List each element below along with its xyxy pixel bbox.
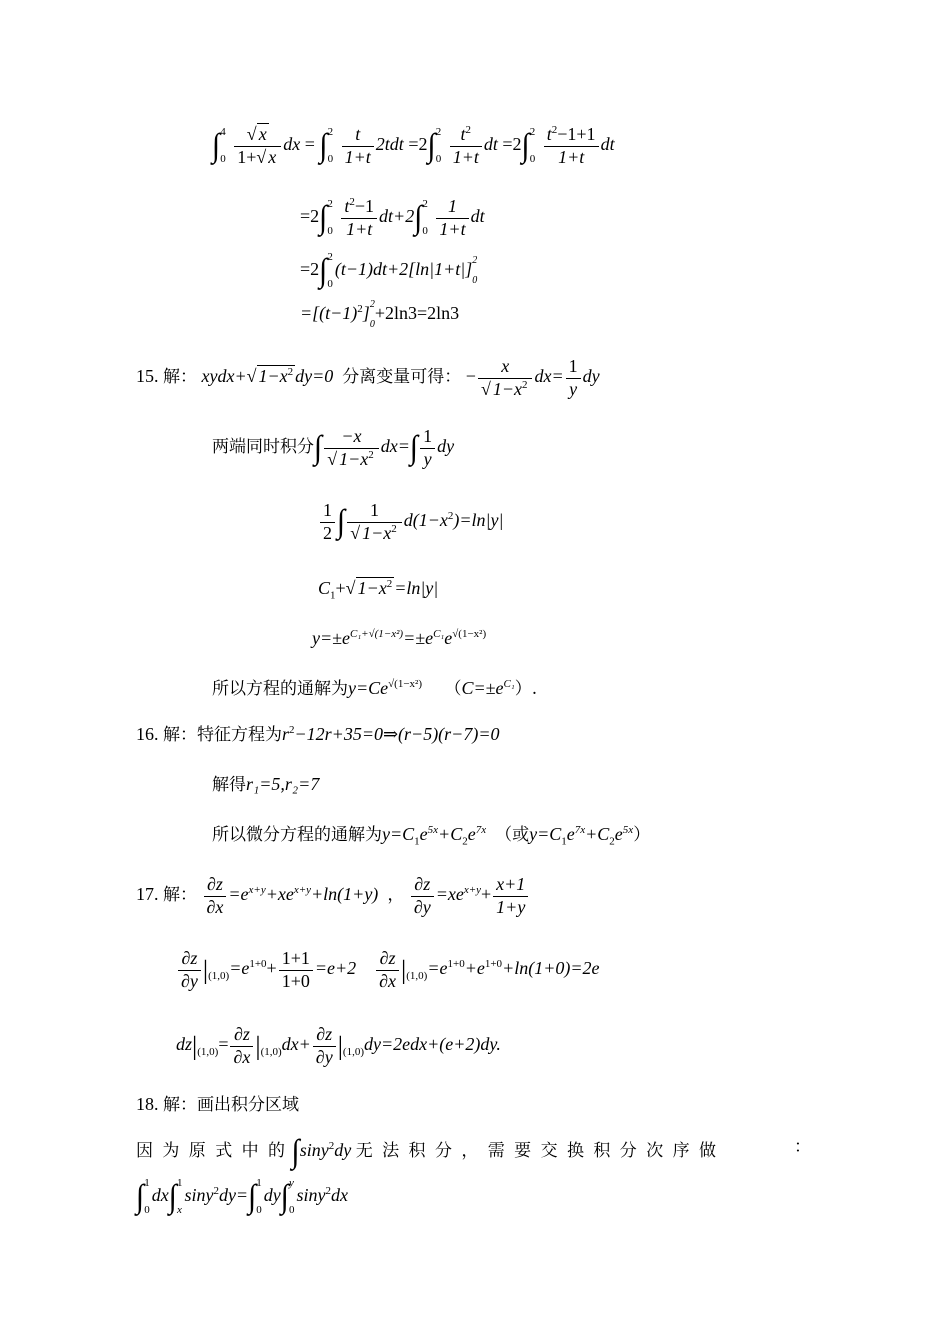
p15-line-1: 15. 解： xydx+√ $1-x^2$ dy=0 分离变量可得： − $\frac{x}{√ 1-x^2}$ dx= $\frac{1}{y}$ dy	[136, 356, 600, 399]
p14-line-1: ∫ 4 0 $\frac{√ x}{1+√ x}$ dx = ∫ 2 0 $\frac{t}{1+t}$ 2tdt =2∫ 2 0 $\frac{t^2}{1+t}$ dt =2∫ 2 0 $\frac{t^2-1+1}{1+t}$ dt	[212, 124, 615, 167]
fraction: $\frac{\partial z}{\partial y}$	[411, 874, 434, 918]
p14-line-2: =2∫ 2 0 $\frac{t^2-1}{1+t}$ dt+2∫ 2 0 $\frac{1}{1+t}$ dt	[300, 196, 485, 239]
fraction: $\frac{\partial z}{\partial y}$	[313, 1024, 336, 1068]
p14-line-4: $=[(t-1)^2]$ 2 0 +2ln3=2ln3	[300, 299, 460, 330]
fraction: $\frac{\partial z}{\partial x}$	[376, 948, 399, 992]
fraction: $\frac{x}{√ 1-x^2}$	[478, 356, 533, 400]
fraction: $\frac{\partial z}{\partial x}$	[204, 874, 227, 918]
p15-line-6: 所以方程的通解为$y=Ce^{√(1-x^2)}$ $(C=\pm e^{C_1})$.	[212, 678, 538, 699]
p17-line-2: $\frac{\partial z}{\partial y}$ $|_{(1,0)}=e^{1+0}+$ $\frac{1+1}{1+0}$ =e+2 $\frac{\partial z}{\partial x}$ $|_{(1,0)}=e^{1+0}+e^{1+0}+\ln(1+0)=2e$	[176, 948, 599, 992]
fraction: $\frac{t^2}{1+t}$	[450, 124, 482, 168]
p15-line-5: $y=\pm e^{C_1+√(1-x^2)}=\pm e^{C_1}e^{√(1-x^2)}$	[312, 628, 487, 648]
p16-line-1: 16. 解：特征方程为$r^2-12r+35=0\Rightarrow(r-5)(r-7)=0$	[136, 724, 500, 745]
p14-line-3: =2∫ 2 0 (t−1)dt+2[ln|1+t|] 2 0	[300, 251, 478, 290]
p18-colon: ：	[794, 1137, 811, 1157]
fraction: $\frac{x+1}{1+y}$	[493, 874, 528, 918]
p15-line-3: $\frac{1}{2}$ ∫ $\frac{1}{√ 1-x^2}$ $d(1-x^2)=\ln|y|$	[318, 500, 503, 544]
fraction: $\frac{1}{y}$	[420, 426, 435, 470]
p17-line-1: 17. 解： $\frac{\partial z}{\partial x}$ $=e^{x+y}+xe^{x+y}+\ln(1+y)$ ， $\frac{\partial z}{\partial y}$ $=xe^{x+y}+$ $\frac{x+1}{1+y}$	[136, 874, 530, 918]
p18-line-3: ∫ 1 0 dx∫ 1 x siny$^2$dy=∫ 1 0 dy∫ y 0 siny$^2$dx	[136, 1177, 349, 1216]
fraction: $\frac{1}{1+t}$	[436, 196, 468, 240]
p18-line-2: 因 为 原 式 中 的 ∫siny$^2$dy 无 法 积 分 ， 需 要 交 换 积 分 次 序 做	[136, 1133, 718, 1170]
fraction: $\frac{t^2-1}{1+t}$	[341, 196, 377, 240]
fraction: $\frac{√ x}{1+√ x}$	[234, 124, 281, 168]
fraction: $\frac{\partial z}{\partial x}$	[230, 1024, 253, 1068]
p16-line-2: 解得r₁=5,r₂=7	[212, 774, 320, 795]
p18-line-1: 18. 解：画出积分区域	[136, 1094, 299, 1115]
p17-line-3: $dz|_{(1,0)}=$ $\frac{\partial z}{\partial x}$ $|_{(1,0)}dx+$ $\frac{\partial z}{\partial y}$ $|_{(1,0)}dy=2edx+(e+2)dy$.	[176, 1024, 501, 1067]
fraction: $\frac{1}{√ 1-x^2}$	[347, 500, 402, 544]
fraction: $\frac{-x}{√ 1-x^2}$	[324, 426, 379, 470]
fraction: $\frac{t}{1+t}$	[342, 124, 374, 168]
p15-line-4: $C_1+√$ $1-x^2 =\ln|y|$	[318, 578, 439, 602]
fraction: $\frac{t^2-1+1}{1+t}$	[544, 124, 599, 168]
fraction: $\frac{1}{2}$	[320, 500, 335, 544]
fraction: $\frac{\partial z}{\partial y}$	[178, 948, 201, 992]
p15-line-2: 两端同时积分∫ $\frac{-x}{√ 1-x^2}$ dx=∫ $\frac{1}{y}$ dy	[212, 426, 455, 469]
fraction: $\frac{1+1}{1+0}$	[279, 948, 313, 992]
fraction: $\frac{1}{y}$	[566, 356, 581, 400]
p16-line-3: 所以微分方程的通解为$y=C_1e^{5x}+C_2e^{7x}$ （或$y=C_1e^{7x}+C_2e^{5x}$）	[212, 824, 651, 848]
